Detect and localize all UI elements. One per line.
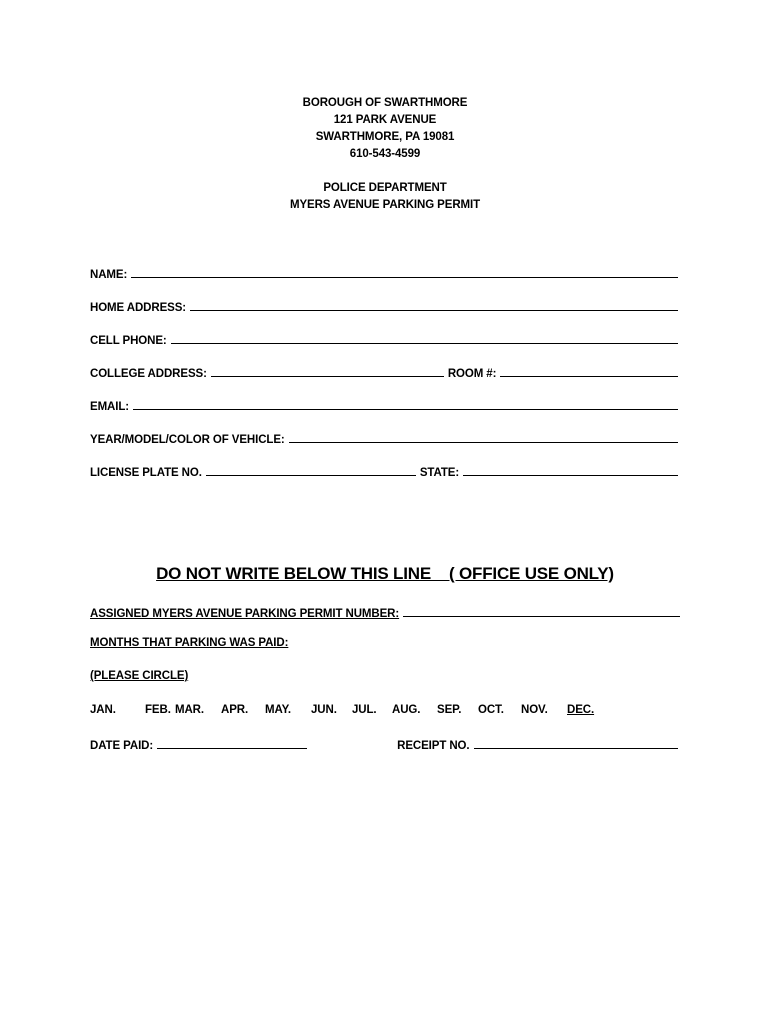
form-header bbox=[0, 95, 770, 214]
name-field[interactable] bbox=[131, 277, 678, 278]
permit-number-field[interactable] bbox=[403, 616, 680, 617]
borough-name: BOROUGH OF SWARTHMORE bbox=[302, 97, 468, 109]
permit-number-label: ASSIGNED MYERS AVENUE PARKING PERMIT NUMBER: bbox=[90, 608, 400, 620]
month-jul[interactable]: JUL. bbox=[352, 704, 377, 716]
email-label: EMAIL: bbox=[90, 401, 130, 413]
date-paid-field[interactable] bbox=[157, 748, 307, 749]
month-nov[interactable]: NOV. bbox=[521, 704, 548, 716]
month-oct[interactable]: OCT. bbox=[478, 704, 504, 716]
month-jun[interactable]: JUN. bbox=[311, 704, 337, 716]
cell-phone-label: CELL PHONE: bbox=[90, 335, 167, 347]
form-title: MYERS AVENUE PARKING PERMIT bbox=[289, 199, 481, 211]
room-label: ROOM #: bbox=[447, 368, 497, 380]
room-field[interactable] bbox=[500, 376, 678, 377]
vehicle-label: YEAR/MODEL/COLOR OF VEHICLE: bbox=[90, 434, 285, 446]
department-name: POLICE DEPARTMENT bbox=[323, 182, 447, 194]
month-mar[interactable]: MAR. bbox=[175, 704, 204, 716]
office-use-heading: DO NOT WRITE BELOW THIS LINE ( OFFICE USE ONLY) bbox=[156, 564, 614, 583]
please-circle-label: (PLEASE CIRCLE) bbox=[90, 670, 189, 682]
month-dec[interactable]: DEC. bbox=[567, 704, 595, 716]
home-address-row bbox=[90, 298, 678, 314]
college-address-field[interactable] bbox=[211, 376, 444, 377]
borough-phone: 610-543-4599 bbox=[349, 148, 421, 160]
license-row bbox=[90, 463, 678, 479]
home-address-field[interactable] bbox=[190, 310, 678, 311]
vehicle-row bbox=[90, 430, 678, 446]
month-sep[interactable]: SEP. bbox=[437, 704, 462, 716]
receipt-no-field[interactable] bbox=[474, 748, 679, 749]
date-paid-label: DATE PAID: bbox=[90, 740, 154, 752]
date-paid-row bbox=[90, 736, 678, 752]
permit-number-row bbox=[90, 604, 680, 620]
home-address-label: HOME ADDRESS: bbox=[90, 302, 187, 314]
name-row bbox=[90, 265, 678, 281]
email-row bbox=[90, 397, 678, 413]
month-jan[interactable]: JAN. bbox=[90, 704, 116, 716]
receipt-no-label: RECEIPT NO. bbox=[397, 740, 470, 752]
college-address-label: COLLEGE ADDRESS: bbox=[90, 368, 207, 380]
vehicle-field[interactable] bbox=[289, 442, 678, 443]
borough-city: SWARTHMORE, PA 19081 bbox=[315, 131, 455, 143]
month-feb[interactable]: FEB. bbox=[145, 704, 171, 716]
month-may[interactable]: MAY. bbox=[265, 704, 292, 716]
email-field[interactable] bbox=[133, 409, 678, 410]
license-plate-field[interactable] bbox=[206, 475, 416, 476]
cell-phone-row bbox=[90, 331, 678, 347]
license-plate-label: LICENSE PLATE NO. bbox=[90, 467, 202, 479]
months-list bbox=[90, 704, 594, 716]
month-apr[interactable]: APR. bbox=[221, 704, 249, 716]
month-aug[interactable]: AUG. bbox=[392, 704, 421, 716]
months-paid-label: MONTHS THAT PARKING WAS PAID: bbox=[90, 637, 289, 649]
cell-phone-field[interactable] bbox=[171, 343, 678, 344]
state-field[interactable] bbox=[463, 475, 678, 476]
borough-street: 121 PARK AVENUE bbox=[333, 114, 437, 126]
college-address-row bbox=[90, 364, 678, 380]
state-label: STATE: bbox=[419, 467, 460, 479]
name-label: NAME: bbox=[90, 269, 128, 281]
header-gap bbox=[0, 163, 770, 180]
